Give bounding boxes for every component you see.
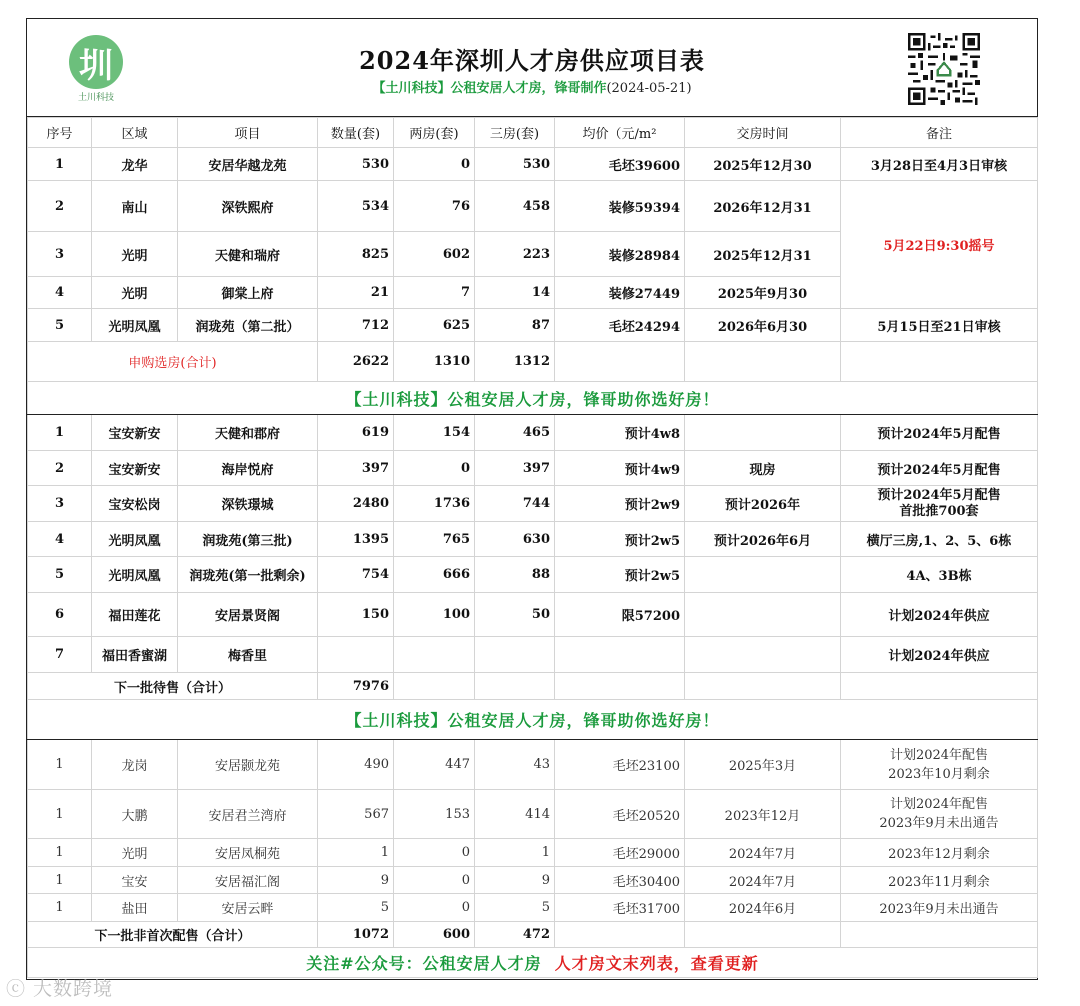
cell-three: 9	[475, 867, 555, 894]
total-row	[28, 922, 1038, 948]
cell-project: 安居云畔	[178, 894, 318, 922]
cell-qty: 150	[318, 593, 394, 637]
cell-two: 625	[394, 309, 475, 342]
note-line: 计划2024年配售	[889, 797, 989, 812]
cell-qty	[318, 637, 394, 673]
cell-project: 海岸悦府	[178, 451, 318, 486]
cell-qty: 2480	[318, 486, 394, 522]
cell-note: 2023年12月剩余	[841, 839, 1038, 867]
cell-no: 1	[28, 894, 92, 922]
cell-note	[841, 486, 1038, 522]
cell-three: 414	[475, 790, 555, 839]
table-row	[28, 557, 1038, 593]
table-frame	[26, 18, 1038, 980]
cell-delivery	[685, 415, 841, 451]
empty-cell	[841, 342, 1038, 382]
col-header-price: 均价（元/m²	[555, 118, 685, 148]
cell-three: 458	[475, 181, 555, 232]
cell-three: 5	[475, 894, 555, 922]
cell-delivery: 2023年12月	[685, 790, 841, 839]
cell-qty: 825	[318, 232, 394, 277]
cell-area: 光明	[92, 277, 178, 309]
cell-note	[841, 740, 1038, 790]
total-three: 472	[475, 922, 555, 948]
cell-two: 0	[394, 839, 475, 867]
cell-delivery: 2025年12月30	[685, 148, 841, 181]
cell-two: 0	[394, 451, 475, 486]
empty-cell	[555, 922, 685, 948]
cell-note: 预计2024年5月配售	[841, 415, 1038, 451]
cell-qty: 567	[318, 790, 394, 839]
note-line: 2023年10月剩余	[888, 766, 990, 782]
cell-three: 530	[475, 148, 555, 181]
table-row	[28, 415, 1038, 451]
cell-project: 御棠上府	[178, 277, 318, 309]
cell-two: 765	[394, 522, 475, 557]
cell-delivery	[685, 593, 841, 637]
cell-no: 1	[28, 867, 92, 894]
table-row	[28, 181, 1038, 232]
cell-three: 43	[475, 740, 555, 790]
total-label: 下一批非首次配售（合计）	[28, 922, 318, 948]
cell-no: 1	[28, 839, 92, 867]
cell-delivery: 2025年12月31	[685, 232, 841, 277]
cell-area: 大鹏	[92, 790, 178, 839]
total-qty: 2622	[318, 342, 394, 382]
table-row	[28, 894, 1038, 922]
cell-project: 梅香里	[178, 637, 318, 673]
cell-two: 1736	[394, 486, 475, 522]
empty-cell	[841, 673, 1038, 700]
supply-table	[27, 117, 1038, 978]
col-header-qty: 数量(套)	[318, 118, 394, 148]
note-line: 首批推700套	[899, 503, 979, 519]
empty-cell	[555, 673, 685, 700]
cell-two: 666	[394, 557, 475, 593]
cell-project: 润珑苑（第二批）	[178, 309, 318, 342]
cell-project: 深铁熙府	[178, 181, 318, 232]
cell-note: 2023年9月未出通告	[841, 894, 1038, 922]
cell-project: 润珑苑(第一批剩余)	[178, 557, 318, 593]
table-header-row	[28, 118, 1038, 148]
cell-two	[394, 637, 475, 673]
page-title: 2024年深圳人才房供应项目表	[359, 46, 705, 75]
cell-price: 毛坯31700	[555, 894, 685, 922]
cell-delivery: 2025年9月30	[685, 277, 841, 309]
col-header-two: 两房(套)	[394, 118, 475, 148]
cell-two: 76	[394, 181, 475, 232]
cell-project: 天健和瑞府	[178, 232, 318, 277]
cell-area: 福田莲花	[92, 593, 178, 637]
cell-price: 预计2w5	[555, 557, 685, 593]
cell-note: 横厅三房,1、2、5、6栋	[841, 522, 1038, 557]
logo-icon: 圳	[69, 35, 123, 89]
total-row	[28, 342, 1038, 382]
cell-three: 87	[475, 309, 555, 342]
note-line: 计划2024年配售	[889, 747, 989, 763]
cell-qty: 534	[318, 181, 394, 232]
cell-note: 5月15日至21日审核	[841, 309, 1038, 342]
cell-qty: 1	[318, 839, 394, 867]
table-row	[28, 522, 1038, 557]
cell-area: 光明	[92, 839, 178, 867]
cell-three: 50	[475, 593, 555, 637]
header	[27, 19, 1037, 117]
cell-note: 2023年11月剩余	[841, 867, 1038, 894]
cell-three: 465	[475, 415, 555, 451]
cell-delivery: 2026年12月31	[685, 181, 841, 232]
table-row	[28, 790, 1038, 839]
logo-text: 土川科技	[77, 93, 114, 103]
cell-qty: 9	[318, 867, 394, 894]
cell-area: 宝安	[92, 867, 178, 894]
cell-no: 7	[28, 637, 92, 673]
empty-cell	[394, 673, 475, 700]
subtitle-main: 【土川科技】公租安居人才房，锋哥制作	[372, 81, 607, 96]
cell-no: 1	[28, 148, 92, 181]
cell-price: 限57200	[555, 593, 685, 637]
table-row	[28, 839, 1038, 867]
cell-price: 毛坯30400	[555, 867, 685, 894]
cell-qty: 21	[318, 277, 394, 309]
cell-qty: 490	[318, 740, 394, 790]
cell-three: 88	[475, 557, 555, 593]
cell-area: 龙华	[92, 148, 178, 181]
total-two: 600	[394, 922, 475, 948]
cell-two: 0	[394, 148, 475, 181]
cell-qty: 619	[318, 415, 394, 451]
cell-no: 3	[28, 486, 92, 522]
cell-qty: 530	[318, 148, 394, 181]
cell-project: 天健和郡府	[178, 415, 318, 451]
table-row	[28, 486, 1038, 522]
footer-list-text: 人才房文末列表，查看更新	[554, 954, 759, 973]
cell-delivery: 预计2026年	[685, 486, 841, 522]
cell-three: 1	[475, 839, 555, 867]
total-two: 1310	[394, 342, 475, 382]
footer-banner	[28, 948, 1038, 978]
footer-row	[28, 948, 1038, 978]
cell-price: 毛坯39600	[555, 148, 685, 181]
table-row	[28, 593, 1038, 637]
cell-project: 安居君兰湾府	[178, 790, 318, 839]
cell-qty: 5	[318, 894, 394, 922]
table-row	[28, 637, 1038, 673]
cell-three: 223	[475, 232, 555, 277]
cell-delivery: 预计2026年6月	[685, 522, 841, 557]
cell-price: 毛坯23100	[555, 740, 685, 790]
subtitle-date: (2024-05-21)	[606, 81, 692, 96]
cell-note: 预计2024年5月配售	[841, 451, 1038, 486]
col-header-three: 三房(套)	[475, 118, 555, 148]
cell-three	[475, 637, 555, 673]
cell-two: 602	[394, 232, 475, 277]
cell-two: 0	[394, 894, 475, 922]
cell-delivery: 2024年7月	[685, 867, 841, 894]
promo-banner: 【土川科技】公租安居人才房，锋哥助你选好房！	[28, 700, 1038, 740]
total-qty: 7976	[318, 673, 394, 700]
cell-qty: 1395	[318, 522, 394, 557]
footer-follow-text: 关注#公众号：公租安居人才房	[306, 954, 542, 973]
cell-price: 预计4w9	[555, 451, 685, 486]
cell-no: 3	[28, 232, 92, 277]
empty-cell	[685, 342, 841, 382]
cell-note: 4A、3B栋	[841, 557, 1038, 593]
cell-qty: 397	[318, 451, 394, 486]
cell-three: 630	[475, 522, 555, 557]
col-header-note: 备注	[841, 118, 1038, 148]
watermark	[6, 974, 113, 1001]
note-line: 预计2024年5月配售	[877, 487, 1001, 503]
cell-area: 福田香蜜湖	[92, 637, 178, 673]
promo-row	[28, 382, 1038, 415]
cell-three: 397	[475, 451, 555, 486]
cell-price: 预计2w9	[555, 486, 685, 522]
cell-project: 安居华越龙苑	[178, 148, 318, 181]
page-subtitle	[27, 77, 1037, 96]
cell-delivery: 2026年6月30	[685, 309, 841, 342]
cell-project: 润珑苑(第三批)	[178, 522, 318, 557]
promo-row	[28, 700, 1038, 740]
cell-area: 宝安新安	[92, 451, 178, 486]
cell-three: 744	[475, 486, 555, 522]
cell-delivery: 2024年6月	[685, 894, 841, 922]
empty-cell	[685, 922, 841, 948]
qr-code-icon[interactable]	[908, 33, 980, 105]
cell-area: 南山	[92, 181, 178, 232]
cell-area: 光明	[92, 232, 178, 277]
cell-qty: 754	[318, 557, 394, 593]
cell-note	[841, 790, 1038, 839]
cell-price: 预计4w8	[555, 415, 685, 451]
cell-price: 毛坯24294	[555, 309, 685, 342]
cell-no: 1	[28, 415, 92, 451]
cell-note: 3月28日至4月3日审核	[841, 148, 1038, 181]
cell-delivery: 2024年7月	[685, 839, 841, 867]
col-header-area: 区域	[92, 118, 178, 148]
cell-delivery	[685, 557, 841, 593]
promo-banner: 【土川科技】公租安居人才房，锋哥助你选好房！	[28, 382, 1038, 415]
table-row	[28, 867, 1038, 894]
cell-area: 光明凤凰	[92, 309, 178, 342]
cell-project: 安居凤桐苑	[178, 839, 318, 867]
cell-project: 安居颢龙苑	[178, 740, 318, 790]
cell-project: 安居福汇阁	[178, 867, 318, 894]
table-row	[28, 451, 1038, 486]
cell-area: 龙岗	[92, 740, 178, 790]
cell-no: 1	[28, 740, 92, 790]
cell-delivery: 2025年3月	[685, 740, 841, 790]
empty-cell	[841, 922, 1038, 948]
cell-price	[555, 637, 685, 673]
table-row	[28, 740, 1038, 790]
cell-price: 预计2w5	[555, 522, 685, 557]
cell-area: 光明凤凰	[92, 557, 178, 593]
empty-cell	[555, 342, 685, 382]
cell-no: 5	[28, 309, 92, 342]
cell-area: 光明凤凰	[92, 522, 178, 557]
cell-price: 装修27449	[555, 277, 685, 309]
table-row	[28, 309, 1038, 342]
cell-two: 154	[394, 415, 475, 451]
cell-area: 宝安新安	[92, 415, 178, 451]
cell-price: 毛坯20520	[555, 790, 685, 839]
note-line: 2023年9月未出通告	[879, 816, 999, 831]
cell-three: 14	[475, 277, 555, 309]
cell-qty: 712	[318, 309, 394, 342]
cell-no: 4	[28, 522, 92, 557]
cell-delivery	[685, 637, 841, 673]
cell-price: 毛坯29000	[555, 839, 685, 867]
col-header-no: 序号	[28, 118, 92, 148]
cell-project: 安居景贤阁	[178, 593, 318, 637]
total-qty: 1072	[318, 922, 394, 948]
cell-two: 0	[394, 867, 475, 894]
cell-area: 盐田	[92, 894, 178, 922]
cell-two: 7	[394, 277, 475, 309]
cell-price: 装修59394	[555, 181, 685, 232]
total-label: 申购选房(合计)	[28, 342, 318, 382]
cell-no: 4	[28, 277, 92, 309]
empty-cell	[475, 673, 555, 700]
cell-no: 6	[28, 593, 92, 637]
cell-no: 2	[28, 451, 92, 486]
total-row	[28, 673, 1038, 700]
cell-note: 计划2024年供应	[841, 593, 1038, 637]
empty-cell	[685, 673, 841, 700]
total-three: 1312	[475, 342, 555, 382]
table-row	[28, 148, 1038, 181]
col-header-delivery: 交房时间	[685, 118, 841, 148]
cell-no: 5	[28, 557, 92, 593]
total-label: 下一批待售（合计）	[28, 673, 318, 700]
col-header-project: 项目	[178, 118, 318, 148]
cell-note: 计划2024年供应	[841, 637, 1038, 673]
cell-note-lottery: 5月22日9:30摇号	[841, 181, 1038, 309]
cell-price: 装修28984	[555, 232, 685, 277]
cell-delivery: 现房	[685, 451, 841, 486]
cell-no: 1	[28, 790, 92, 839]
cell-two: 100	[394, 593, 475, 637]
cell-two: 153	[394, 790, 475, 839]
cell-project: 深铁璟城	[178, 486, 318, 522]
cell-two: 447	[394, 740, 475, 790]
cell-area: 宝安松岗	[92, 486, 178, 522]
cell-no: 2	[28, 181, 92, 232]
watermark-icon: ⓒ	[6, 978, 34, 1000]
watermark-text: 大数跨境	[33, 978, 114, 1000]
